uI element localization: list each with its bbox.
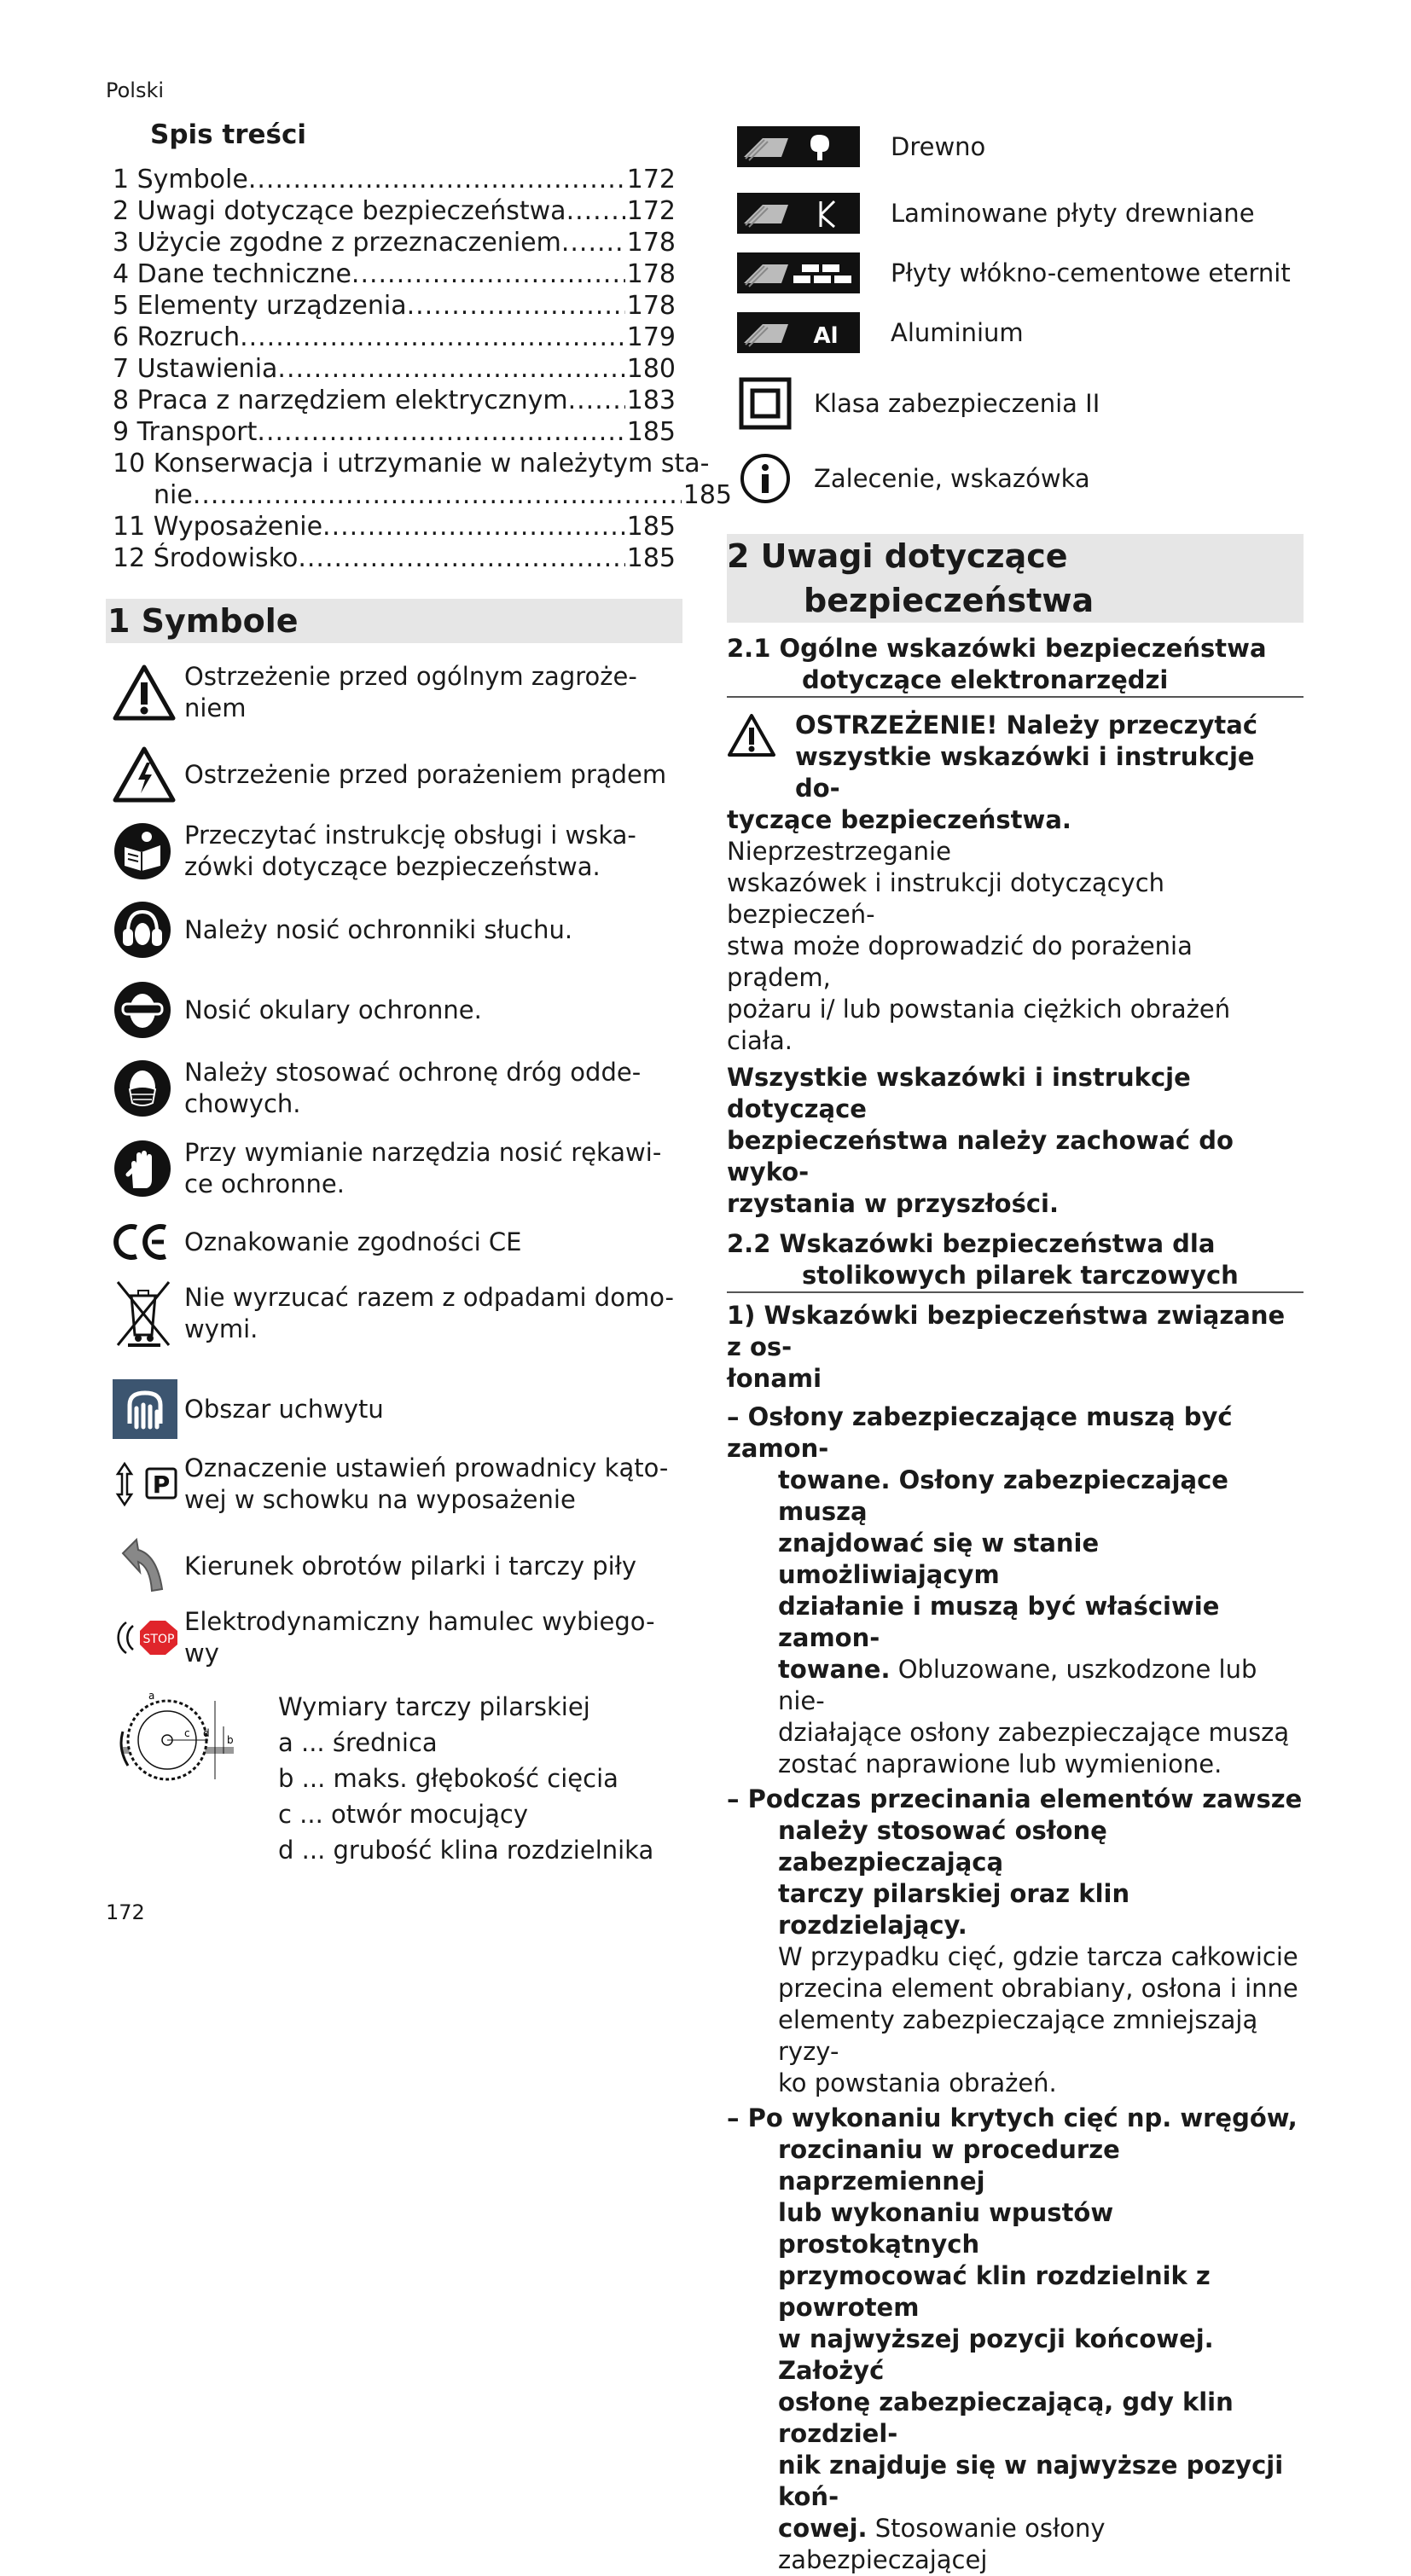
bullet-line: osłonę zabezpieczającą, gdy klin rozdziel- (778, 2387, 1234, 2448)
symbol-row (113, 1604, 676, 1672)
page-number: 172 (106, 1900, 145, 1924)
wood-icon (737, 126, 860, 167)
symbol-row (113, 1208, 676, 1276)
electric-shock-icon (113, 740, 184, 809)
symbol-text: Nosić okulary ochronne. (184, 995, 482, 1024)
fibre-cement-icon (737, 252, 860, 293)
material-text: Aluminium (891, 318, 1024, 347)
symbol-text: Oznaczenie ustawień prowadnicy kąto- wej w schowku na wyposażenie (184, 1453, 669, 1514)
symbol-row (113, 1375, 676, 1443)
blade-label-c: c (184, 1727, 190, 1739)
info-icon (737, 450, 793, 507)
eye-protection-icon (113, 976, 184, 1044)
symbol-text: Oznakowanie zgodności CE (184, 1227, 522, 1256)
rotation-arrow-icon (113, 1532, 184, 1600)
symbol-text: Przeczytać instrukcję obsługi i wska- zówki dotyczące bezpieczeństwa. (184, 821, 636, 881)
toc-item[interactable]: 4 Dane techniczne ..... 178 (113, 258, 676, 290)
blade-dimension-line: a ... średnica (278, 1728, 438, 1757)
symbol-row (113, 1279, 676, 1348)
keep-line: Wszystkie wskazówki i instrukcje dotyczące (727, 1063, 1191, 1123)
bullet-line: działające osłony zabezpieczające muszą (778, 1718, 1290, 1747)
warning-block (727, 710, 1304, 1057)
symbol-text: Przy wymianie narzędzia nosić rękawi- ce ochronne. (184, 1138, 662, 1198)
warning-line: stwa może doprowadzić do porażenia prądem, (727, 931, 1193, 992)
blade-title: Wymiary tarczy pilarskiej (278, 1692, 590, 1721)
symbol-text: Należy stosować ochronę dróg odde- chowych. (184, 1058, 642, 1118)
symbol-row (113, 1532, 676, 1600)
bullet-line: lub wykonaniu wpustów prostokątnych (778, 2198, 1114, 2259)
bullet-2 (727, 1784, 1304, 2099)
bullet-mixed-line (727, 1654, 1304, 1717)
symbol-text: Ostrzeżenie przed ogólnym zagroże- niem (184, 662, 637, 722)
symbol-row (113, 976, 676, 1044)
bullet-line: w najwyższej pozycji końcowej. Założyć (778, 2324, 1214, 2385)
protection-class-ii-icon (737, 375, 793, 432)
toc-item[interactable]: 3 Użycie zgodne z przeznaczeniem ..... 178 (113, 227, 676, 258)
fence-storage-icon (113, 1450, 184, 1518)
symbol-row (113, 896, 676, 964)
toc-title: Spis treści (150, 119, 306, 150)
bullet-line: nik znajduje się w najwyższe pozycji koń- (778, 2451, 1284, 2511)
symbol-row (113, 740, 676, 809)
ear-protection-icon (113, 896, 184, 964)
subsection-2-2-line-1: 2.2 Wskazówki bezpieczeństwa dla (727, 1229, 1216, 1258)
symbol-row (113, 1450, 676, 1518)
section-2-title-line-2: bezpieczeństwa (804, 582, 1095, 619)
guards-heading (727, 1300, 1304, 1395)
symbol-text: Należy nosić ochronniki słuchu. (184, 914, 573, 944)
read-manual-icon (113, 817, 184, 885)
blade-dimension-line: c ... otwór mocujący (278, 1800, 529, 1829)
bullet-line: tarczy pilarskiej oraz klin rozdzielający. (778, 1879, 1130, 1940)
bullet-line: należy stosować osłonę zabezpieczającą (778, 1816, 1107, 1877)
warning-normal-fragment: Nieprzestrzeganie (727, 837, 951, 866)
warning-mixed-line (727, 804, 1304, 867)
material-text: Drewno (891, 132, 986, 161)
bullet-3 (727, 2103, 1304, 2576)
blade-label-a: a (148, 1690, 155, 1702)
symbol-row (113, 1134, 676, 1203)
subsection-2-1-line-2: dotyczące elektronarzędzi (802, 665, 1169, 694)
material-row (737, 312, 1024, 353)
symbol-text: Klasa zabezpieczenia II (814, 389, 1100, 418)
symbol-text: Kierunek obrotów pilarki i tarczy piły (184, 1551, 637, 1581)
section-2-heading (727, 534, 1304, 623)
gloves-icon (113, 1134, 184, 1203)
symbol-row (113, 1054, 676, 1123)
bullet-line: działanie i muszą być właściwie zamon- (778, 1592, 1220, 1652)
toc-item-continued[interactable]: nie ..... 185 (113, 479, 732, 511)
toc-item[interactable]: 10 Konserwacja i utrzymanie w należytym sta- (113, 449, 710, 479)
bullet-line: znajdować się w stanie umożliwiającym (778, 1529, 1100, 1589)
subsection-2-1-heading (727, 633, 1304, 698)
keep-line: bezpieczeństwa należy zachować do wyko- (727, 1126, 1234, 1186)
symbol-text: Zalecenie, wskazówka (814, 464, 1090, 493)
keep-line: rzystania w przyszłości. (727, 1189, 1059, 1218)
bullet-line: – Po wykonaniu krytych cięć np. wręgów, (727, 2103, 1298, 2132)
bullet-line: – Osłony zabezpieczające muszą być zamon- (727, 1402, 1233, 1463)
blade-label-b: b (227, 1734, 234, 1746)
subsection-2-1-line-1: 2.1 Ogólne wskazówki bezpieczeństwa (727, 634, 1267, 663)
warning-triangle-icon (727, 713, 776, 761)
toc-item[interactable]: 6 Rozruch ..... 179 (113, 322, 676, 353)
blade-dimension-line: d ... grubość klina rozdzielnika (278, 1836, 654, 1865)
bullet-line: – Podczas przecinania elementów zawsze (727, 1784, 1303, 1813)
section-2-body (727, 633, 1304, 2576)
language-label: Polski (106, 78, 165, 102)
symbol-text: Elektrodynamiczny hamulec wybiego- wy (184, 1607, 655, 1668)
toc-item[interactable]: 7 Ustawienia ..... 180 (113, 353, 676, 385)
aluminium-icon (737, 312, 860, 353)
symbol-row (113, 817, 676, 885)
warning-line: wskazówek i instrukcji dotyczących bezpieczeń- (727, 868, 1165, 929)
toc-item[interactable]: 12 Środowisko ..... 185 (113, 542, 676, 574)
blade-label-d: d (203, 1727, 210, 1739)
grip-area-icon (113, 1375, 184, 1443)
material-row (737, 126, 985, 167)
section-1-heading: 1 Symbole (106, 599, 682, 643)
material-row (737, 193, 1255, 234)
laminate-icon (737, 193, 860, 234)
symbol-text: Ostrzeżenie przed porażeniem prądem (184, 759, 667, 789)
symbol-text: Nie wyrzucać razem z odpadami domo- wymi. (184, 1283, 674, 1343)
saw-blade-dimensions-diagram (114, 1689, 242, 1795)
section-2-title-line-1: 2 Uwagi dotyczące (727, 537, 1068, 575)
symbol-row (737, 375, 1100, 432)
bullet-line: rozcinaniu w procedurze naprzemiennej (778, 2135, 1120, 2196)
toc-item[interactable]: 2 Uwagi dotyczące bezpieczeństwa ..... 172 (113, 195, 676, 227)
bullet-bold-fragment: cowej. (778, 2514, 868, 2543)
bullet-line: elementy zabezpieczające zmniejszają ryzy- (778, 2005, 1258, 2066)
symbol-row (737, 450, 1090, 507)
guards-heading-line: łonami (727, 1364, 822, 1393)
bullet-bold-fragment: towane. (778, 1655, 891, 1684)
material-text: Laminowane płyty drewniane (891, 199, 1255, 228)
bullet-normal-fragment: Stosowanie osłony zabezpieczającej (778, 2514, 1106, 2574)
respiratory-protection-icon (113, 1054, 184, 1123)
crossed-bin-icon (113, 1279, 184, 1348)
bullet-line: zostać naprawione lub wymienione. (778, 1749, 1222, 1778)
bullet-1 (727, 1401, 1304, 1780)
warning-bold-line: OSTRZEŻENIE! Należy przeczytać (795, 711, 1258, 740)
blade-dimensions-text (278, 1689, 653, 1868)
toc-item[interactable]: 1 Symbole ..... 172 (113, 164, 676, 195)
symbol-text: Obszar uchwytu (184, 1394, 384, 1424)
table-of-contents (113, 164, 732, 574)
warning-triangle-icon (113, 659, 184, 727)
blade-dimension-line: b ... maks. głębokość cięcia (278, 1764, 618, 1793)
bullet-normal-fragment: Obluzowane, uszkodzone lub nie- (778, 1655, 1257, 1715)
subsection-2-2-heading (727, 1228, 1304, 1293)
svg-text:P: P (152, 1471, 171, 1499)
toc-item[interactable]: 9 Transport ..... 185 (113, 416, 676, 448)
subsection-2-2-line-2: stolikowych pilarek tarczowych (802, 1261, 1239, 1290)
bullet-line: przymocować klin rozdzielnik z powrotem (778, 2261, 1211, 2322)
guards-heading-line: 1) Wskazówki bezpieczeństwa związane z os- (727, 1301, 1286, 1361)
bullet-line: ko powstania obrażeń. (778, 2068, 1057, 2097)
brake-stop-icon (113, 1604, 184, 1672)
bullet-line: przecina element obrabiany, osłona i inne (778, 1974, 1298, 2003)
warning-line: pożaru i/ lub powstania ciężkich obrażeń ciała. (727, 995, 1231, 1055)
ce-mark-icon (113, 1208, 184, 1276)
bullet-line: W przypadku cięć, gdzie tarcza całkowicie (778, 1942, 1298, 1971)
toc-item[interactable]: 11 Wyposażenie ..... 185 (113, 511, 676, 542)
material-row (737, 252, 1291, 293)
brake-stop-label: STOP (142, 1633, 175, 1646)
keep-instructions (727, 1062, 1304, 1220)
toc-item[interactable]: 5 Elementy urządzenia ..... 178 (113, 290, 676, 322)
material-text: Płyty włókno-cementowe eternit (891, 258, 1291, 287)
toc-item[interactable]: 8 Praca z narzędziem elektrycznym ..... 183 (113, 385, 676, 416)
aluminium-label: Al (813, 323, 839, 349)
bullet-line: towane. Osłony zabezpieczające muszą (778, 1465, 1228, 1526)
symbol-row (113, 659, 676, 727)
warning-bold-fragment: tyczące bezpieczeństwa. (727, 805, 1071, 834)
bullet-mixed-line (727, 2513, 1304, 2576)
warning-bold-line: wszystkie wskazówki i instrukcje do- (795, 742, 1255, 803)
